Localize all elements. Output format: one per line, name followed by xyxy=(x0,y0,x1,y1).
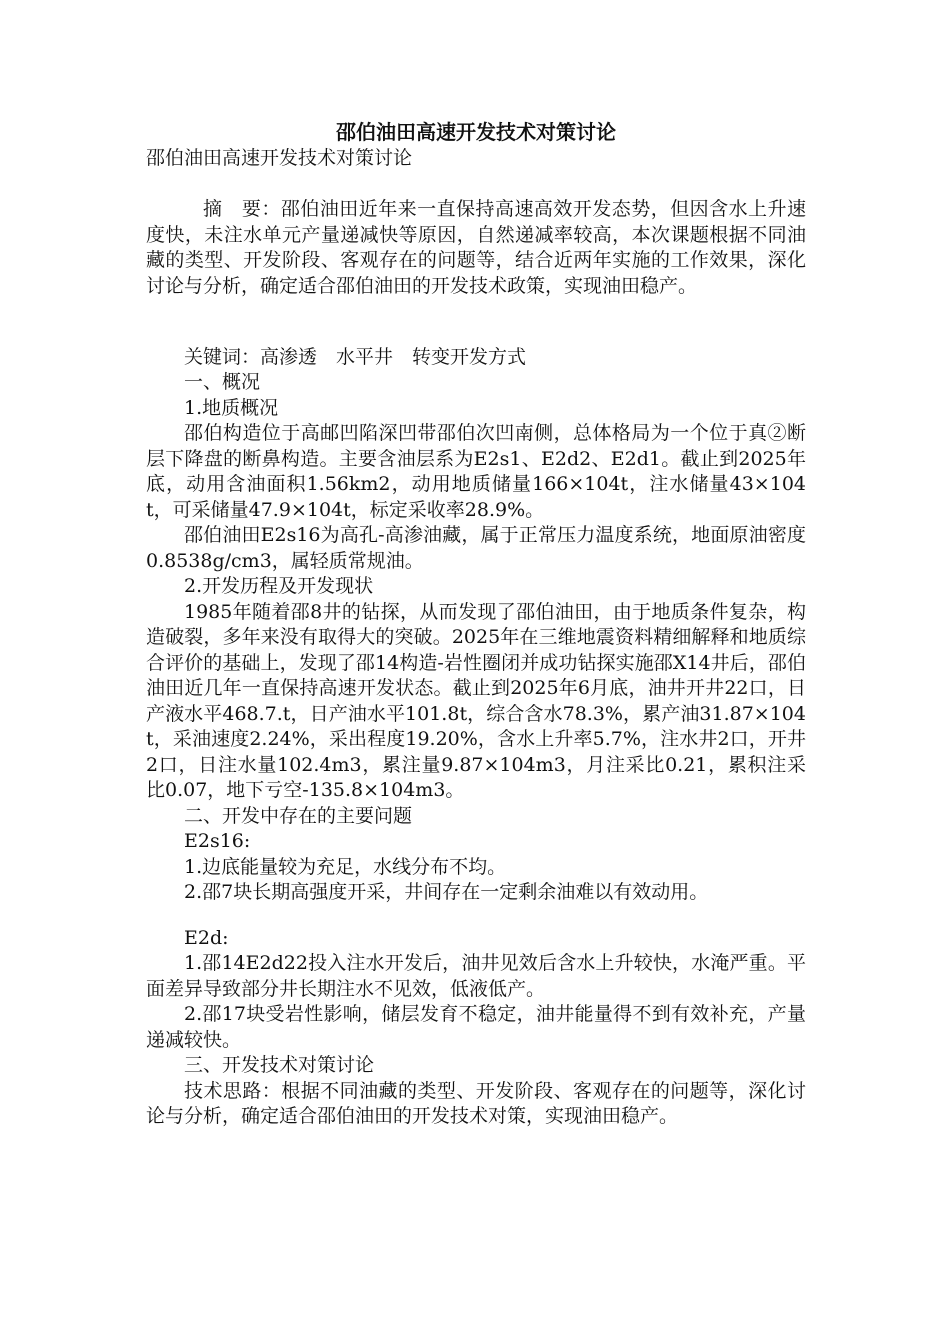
abstract-paragraph: 摘 要：邵伯油田近年来一直保持高速高效开发态势，但因含水上升速度快，未注水单元产量递减快等原因，自然递减率较高，本次课题根据不同油藏的类型、开发阶段、客观存在的问题等，结合近两年实施的工作效果，深化讨论与分析，确定适合邵伯油田的开发技术政策，实现油田稳产。 xyxy=(146,198,806,297)
spacer xyxy=(146,906,806,926)
section-heading-strategy: 三、开发技术对策讨论 xyxy=(184,1054,375,1076)
spacer xyxy=(146,325,806,345)
problems-e2d-label: E2d: xyxy=(184,926,229,949)
problems-e2d-item-2: 2.邵17块受岩性影响，储层发育不稳定，油井能量得不到有效补充，产量递减较快。 xyxy=(146,1003,806,1051)
development-paragraph: 1985年随着邵8井的钻探，从而发现了邵伯油田，由于地质条件复杂，构造破裂，多年来没有取得大的突破。2025年在三维地震资料精细解释和地质综合评价的基础上，发现了邵14构造-岩性圈闭并成功钻探实施邵X14井后，邵伯油田近几年一直保持高速开发状态。截止到2025年6月底，油井开井22口，日产液水平468.7.t，日产油水平101.8t，综合含水78.3%，累产油31.87×104t，采油速度2.24%，采出程度19.20%，含水上升率5.7%，注水井2口，开井2口，日注水量102.4m3，累注量9.87×104m3，月注采比0.21，累积注采比0.07，地下亏空-135.8×104m3。 xyxy=(146,600,806,801)
document-subtitle: 邵伯油田高速开发技术对策讨论 xyxy=(146,147,413,169)
section-heading-overview: 一、概况 xyxy=(184,371,261,393)
spacer xyxy=(146,299,806,325)
problems-e2s16-label: E2s16: xyxy=(184,830,251,852)
geology-paragraph-2: 邵伯油田E2s16为高孔-高渗油藏，属于正常压力温度系统，地面原油密度0.8538g/cm3，属轻质常规油。 xyxy=(146,524,806,572)
strategy-paragraph: 技术思路：根据不同油藏的类型、开发阶段、客观存在的问题等，深化讨论与分析，确定适合邵伯油田的开发技术对策，实现油田稳产。 xyxy=(146,1079,806,1127)
geology-paragraph-1: 邵伯构造位于高邮凹陷深凹带邵伯次凹南侧，总体格局为一个位于真②断层下降盘的断鼻构造。主要含油层系为E2s1、E2d2、E2d1。截止到2025年底，动用含油面积1.56km2，动用地质储量166×104t，注水储量43×104t，可采储量47.9×104t，标定采收率28.9%。 xyxy=(146,422,806,521)
subsection-heading-geology: 1.地质概况 xyxy=(184,396,279,419)
problems-e2d-item-1: 1.邵14E2d22投入注水开发后，油井见效后含水上升较快，水淹严重。平面差异导致部分井长期注水不见效，低液低产。 xyxy=(146,952,806,1000)
document-page xyxy=(146,118,806,1130)
keywords-line: 关键词：高渗透 水平井 转变开发方式 xyxy=(184,345,527,368)
problems-e2s16-item-1: 1.边底能量较为充足，水线分布不均。 xyxy=(184,855,507,878)
section-heading-problems: 二、开发中存在的主要问题 xyxy=(184,804,413,827)
spacer xyxy=(146,172,806,198)
document-title: 邵伯油田高速开发技术对策讨论 xyxy=(336,120,616,144)
subsection-heading-development: 2.开发历程及开发现状 xyxy=(184,575,374,597)
problems-e2s16-item-2: 2.邵7块长期高强度开采，井间存在一定剩余油难以有效动用。 xyxy=(184,881,709,903)
